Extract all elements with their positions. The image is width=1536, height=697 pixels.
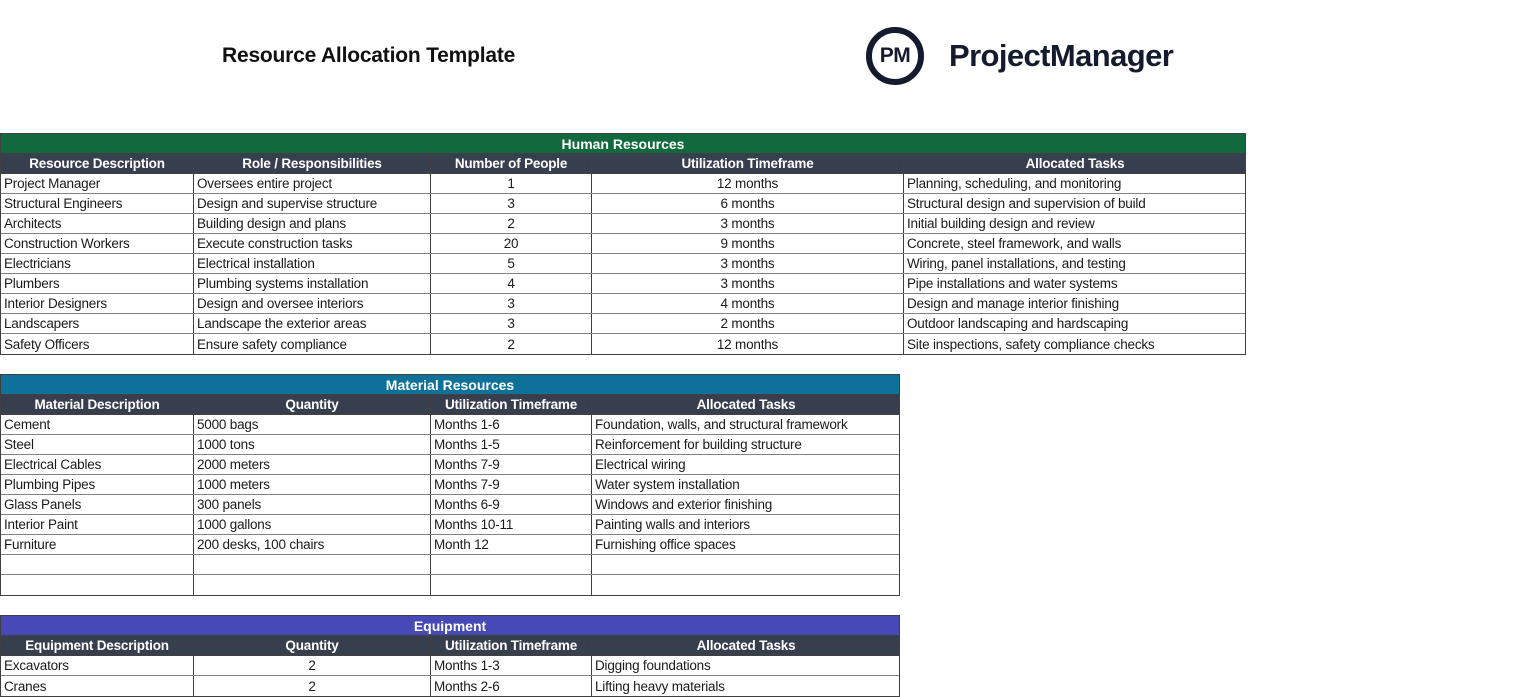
table-cell[interactable]: Foundation, walls, and structural framework: [591, 415, 900, 434]
table-row: [1, 234, 1245, 254]
column-header: Equipment Description: [25, 638, 169, 653]
column-header: Utilization Timeframe: [430, 395, 591, 414]
table-cell[interactable]: Site inspections, safety compliance checks: [903, 334, 1246, 354]
column-header: Utilization Timeframe: [591, 154, 903, 173]
table-cell[interactable]: Wiring, panel installations, and testing: [903, 254, 1246, 273]
table-cell[interactable]: 3 months: [591, 214, 903, 233]
table-cell[interactable]: Windows and exterior finishing: [591, 495, 900, 514]
column-header: Quantity: [193, 636, 430, 655]
table-cell[interactable]: Plumbing Pipes: [4, 477, 96, 492]
column-header: Allocated Tasks: [591, 395, 900, 414]
table-cell[interactable]: Project Manager: [4, 176, 101, 191]
table-cell[interactable]: Water system installation: [591, 475, 900, 494]
table-cell[interactable]: Month 12: [430, 535, 591, 554]
table-cell[interactable]: Painting walls and interiors: [591, 515, 900, 534]
table-row: [1, 495, 899, 515]
table-header-row: [1, 154, 1245, 174]
table-cell[interactable]: Electrical installation: [193, 254, 430, 273]
table-cell[interactable]: 5: [430, 254, 591, 273]
table-cell[interactable]: Construction Workers: [4, 236, 130, 251]
column-header: Resource Description: [29, 156, 165, 171]
table-cell[interactable]: Months 7-9: [430, 475, 591, 494]
table-cell[interactable]: [1, 555, 193, 574]
table-cell[interactable]: Steel: [4, 437, 34, 452]
human-resources-table: [0, 133, 1246, 355]
table-cell[interactable]: Interior Paint: [4, 517, 78, 532]
table-cell[interactable]: 1000 meters: [193, 475, 430, 494]
column-header: Quantity: [193, 395, 430, 414]
pm-badge-text: PM: [879, 44, 911, 67]
table-row: [1, 254, 1245, 274]
equipment-table: [0, 615, 900, 697]
table-row: [1, 435, 899, 455]
table-cell[interactable]: [430, 575, 591, 595]
table-row: [1, 455, 899, 475]
pm-circle-icon: [866, 27, 924, 85]
table-row: [1, 274, 1245, 294]
table-cell[interactable]: 20: [430, 234, 591, 253]
table-row: [1, 294, 1245, 314]
table-cell[interactable]: 2000 meters: [193, 455, 430, 474]
table-cell[interactable]: Months 1-3: [430, 656, 591, 675]
table-header-row: [1, 395, 899, 415]
table-cell[interactable]: Concrete, steel framework, and walls: [903, 234, 1246, 253]
table-cell[interactable]: Months 10-11: [430, 515, 591, 534]
table-cell[interactable]: 5000 bags: [193, 415, 430, 434]
table-cell[interactable]: 12 months: [591, 174, 903, 193]
table-row: [1, 555, 899, 575]
table-cell[interactable]: Lifting heavy materials: [591, 676, 900, 696]
table-cell[interactable]: Months 1-5: [430, 435, 591, 454]
table-cell[interactable]: 1000 gallons: [193, 515, 430, 534]
table-cell[interactable]: Electricians: [4, 256, 71, 271]
table-cell[interactable]: 3: [430, 194, 591, 213]
column-header: Utilization Timeframe: [430, 636, 591, 655]
table-cell[interactable]: Electrical Cables: [4, 457, 102, 472]
projectmanager-logo: [866, 26, 1173, 86]
table-cell[interactable]: Cement: [4, 417, 51, 432]
table-cell[interactable]: Reinforcement for building structure: [591, 435, 900, 454]
column-header: Number of People: [430, 154, 591, 173]
table-cell[interactable]: 9 months: [591, 234, 903, 253]
table-row: [1, 535, 899, 555]
table-cell[interactable]: Digging foundations: [591, 656, 900, 675]
material-resources-table: [0, 374, 900, 596]
table-row: [1, 415, 899, 435]
column-header: Material Description: [34, 397, 160, 412]
table-cell[interactable]: Glass Panels: [4, 497, 82, 512]
table-cell[interactable]: Plumbing systems installation: [193, 274, 430, 293]
table-cell[interactable]: 2: [430, 214, 591, 233]
table-cell[interactable]: Structural Engineers: [4, 196, 123, 211]
table-row: [1, 656, 899, 676]
table-cell[interactable]: Electrical wiring: [591, 455, 900, 474]
table-row: [1, 515, 899, 535]
table-cell[interactable]: [1, 575, 193, 595]
table-cell[interactable]: Excavators: [4, 658, 69, 673]
table-cell[interactable]: Initial building design and review: [903, 214, 1246, 233]
table-cell[interactable]: Months 1-6: [430, 415, 591, 434]
table-cell[interactable]: Furnishing office spaces: [591, 535, 900, 554]
table-cell[interactable]: Months 6-9: [430, 495, 591, 514]
table-row: [1, 475, 899, 495]
table-cell[interactable]: [193, 575, 430, 595]
table-row: [1, 214, 1245, 234]
table-cell[interactable]: Design and oversee interiors: [193, 294, 430, 313]
table-cell[interactable]: 4 months: [591, 294, 903, 313]
table-cell[interactable]: Months 7-9: [430, 455, 591, 474]
logo-brand-text: ProjectManager: [949, 38, 1174, 73]
table-cell[interactable]: [591, 575, 900, 595]
table-cell[interactable]: Landscapers: [4, 316, 80, 331]
table-cell[interactable]: 3: [430, 314, 591, 333]
table-cell[interactable]: Design and manage interior finishing: [903, 294, 1246, 313]
table-row: [1, 676, 899, 696]
table-cell[interactable]: Interior Designers: [4, 296, 107, 311]
table-header-row: [1, 636, 899, 656]
table-cell[interactable]: Structural design and supervision of build: [903, 194, 1246, 213]
table-cell[interactable]: Ensure safety compliance: [193, 334, 430, 354]
table-cell[interactable]: Months 2-6: [430, 676, 591, 696]
table-row: [1, 314, 1245, 334]
table-row: [1, 174, 1245, 194]
table-cell[interactable]: 2: [430, 334, 591, 354]
table-cell[interactable]: [430, 555, 591, 574]
table-cell[interactable]: 200 desks, 100 chairs: [193, 535, 430, 554]
table-cell[interactable]: 3 months: [591, 274, 903, 293]
table-cell[interactable]: Planning, scheduling, and monitoring: [903, 174, 1246, 193]
table-cell[interactable]: Building design and plans: [193, 214, 430, 233]
table-cell[interactable]: 2 months: [591, 314, 903, 333]
table-cell[interactable]: 12 months: [591, 334, 903, 354]
column-header: Role / Responsibilities: [193, 154, 430, 173]
table-cell[interactable]: Furniture: [4, 537, 57, 552]
table-cell[interactable]: Oversees entire project: [193, 174, 430, 193]
table-cell[interactable]: [193, 555, 430, 574]
table-cell[interactable]: [591, 555, 900, 574]
table-row: [1, 334, 1245, 354]
table-cell[interactable]: 1: [430, 174, 591, 193]
table-cell[interactable]: 2: [193, 676, 430, 696]
table-cell[interactable]: Outdoor landscaping and hardscaping: [903, 314, 1246, 333]
table-cell[interactable]: 3: [430, 294, 591, 313]
table-cell[interactable]: Pipe installations and water systems: [903, 274, 1246, 293]
table-cell[interactable]: 300 panels: [193, 495, 430, 514]
table-cell[interactable]: Design and supervise structure: [193, 194, 430, 213]
table-title: Human Resources: [1, 134, 1245, 154]
table-cell[interactable]: Cranes: [4, 678, 47, 694]
table-title: Material Resources: [1, 375, 899, 395]
table-cell[interactable]: 2: [193, 656, 430, 675]
table-cell[interactable]: Execute construction tasks: [193, 234, 430, 253]
column-header: Allocated Tasks: [903, 154, 1246, 173]
table-row: [1, 575, 899, 595]
table-row: [1, 194, 1245, 214]
table-cell[interactable]: 6 months: [591, 194, 903, 213]
table-cell[interactable]: Landscape the exterior areas: [193, 314, 430, 333]
table-cell[interactable]: Plumbers: [4, 276, 60, 291]
page-title: Resource Allocation Template: [222, 44, 516, 67]
table-cell[interactable]: 3 months: [591, 254, 903, 273]
table-cell[interactable]: 4: [430, 274, 591, 293]
table-cell[interactable]: Safety Officers: [4, 336, 90, 352]
table-cell[interactable]: Architects: [4, 216, 62, 231]
table-cell[interactable]: 1000 tons: [193, 435, 430, 454]
column-header: Allocated Tasks: [591, 636, 900, 655]
table-title: Equipment: [1, 616, 899, 636]
